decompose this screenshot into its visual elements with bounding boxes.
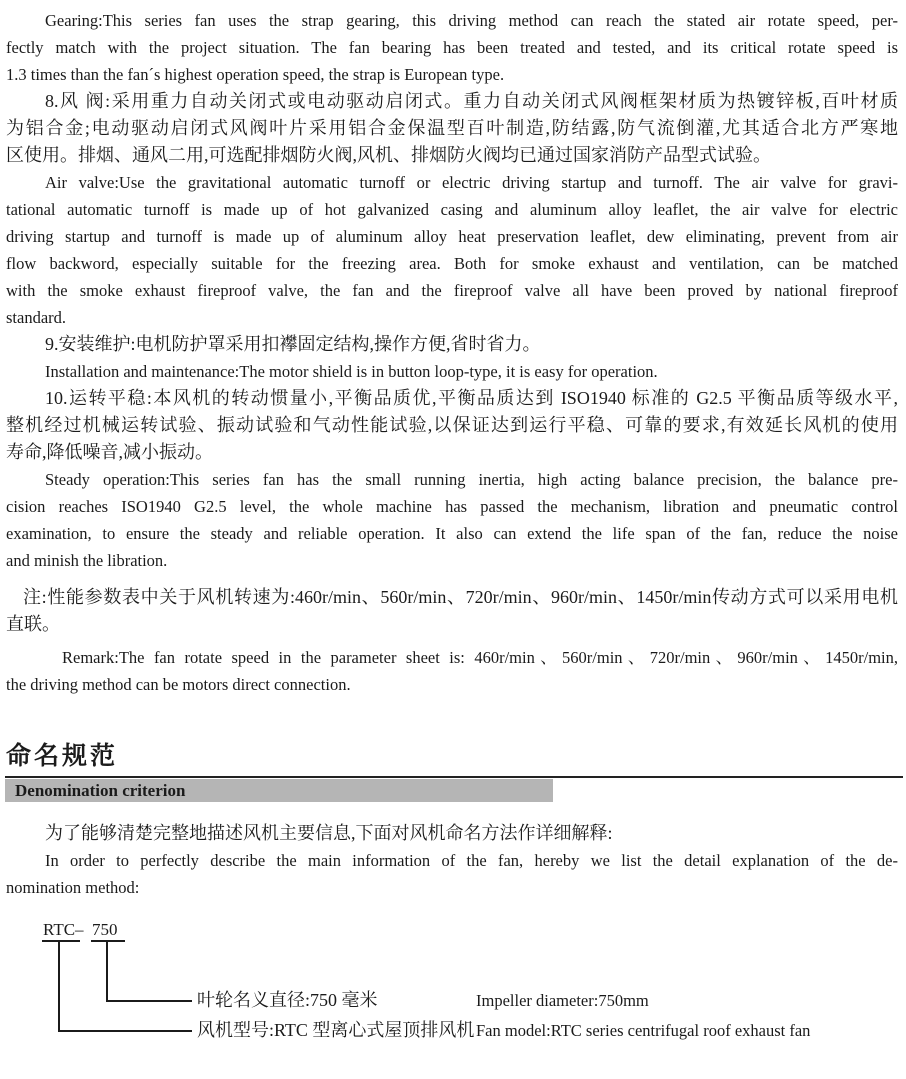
paragraph-line: Steady operation:This series fan has the small running inertia, high acting balance precision, the balance pre- [45,470,898,489]
connector-line-horizontal-model [58,1030,192,1032]
fan-model-label-en: Fan model:RTC series centrifugal roof exhaust fan [476,1021,811,1040]
paragraph-line: tational automatic turnoff is made up of hot galvanized casing and aluminum alloy leaflet, the air valve for electric [6,200,898,219]
impeller-diameter-label-cn: 叶轮名义直径:750 毫米 [197,990,378,1010]
note-line: 注:性能参数表中关于风机转速为:460r/min、560r/min、720r/min、960r/min、1450r/min传动方式可以采用电机 [23,587,898,607]
remark-line: Remark:The fan rotate speed in the parameter sheet is: 460r/min、560r/min、720r/min、960r/min、1450r/min, [62,648,898,667]
intro-line: nomination method: [6,878,140,897]
paragraph-line: and minish the libration. [6,551,168,570]
impeller-diameter-label-en: Impeller diameter:750mm [476,991,649,1010]
paragraph-line: Installation and maintenance:The motor shield is in button loop-type, it is easy for operation. [45,362,658,381]
paragraph-line: 整机经过机械运转试验、振动试验和气动性能试验,以保证达到运行平稳、可靠的要求,有效延长风机的使用 [6,415,898,435]
paragraph-line: driving startup and turnoff is made up of aluminum alloy heat preservation leaflet, dew eliminating, prevent from air [6,227,898,246]
paragraph-line: examination, to ensure the steady and reliable operation. It also can extend the life span of the fan, reduce the noise [6,524,898,543]
paragraph-line: fectly match with the project situation. The fan bearing has been treated and tested, and its critical rotate speed is [6,38,898,57]
horizontal-rule [5,776,903,778]
body-text [6,7,898,574]
denomination-intro [0,813,906,901]
paragraph-line: Air valve:Use the gravitational automatic turnoff or electric driving startup and turnoff. The air valve for gravi- [45,173,898,192]
model-underline [42,940,80,942]
model-code-prefix: RTC– [43,920,84,939]
paragraph-line: 8.风 阀:采用重力自动关闭式或电动驱动启闭式。重力自动关闭式风阀框架材质为热镀锌板,百叶材质 [45,91,898,111]
remark-line: the driving method can be motors direct connection. [6,675,351,694]
note-line: 直联。 [6,614,60,634]
denomination-diagram [0,918,906,1079]
section-title-bar: Denomination criterion [5,779,553,802]
paragraph-line: flow backword, especially suitable for the freezing area. Both for smoke exhaust and ventilation, can be matched [6,254,898,273]
connector-line-vertical-model [58,940,60,1032]
connector-line-vertical-size [106,940,108,1002]
paragraph-line: 1.3 times than the fan´s highest operation speed, the strap is European type. [6,65,505,84]
fan-model-label-cn: 风机型号:RTC 型离心式屋顶排风机 [197,1020,475,1040]
remark-block [6,644,898,698]
size-underline [91,940,125,942]
note-block [6,584,898,638]
section-title-chinese: 命名规范 [6,742,119,770]
connector-line-horizontal-size [106,1000,192,1002]
paragraph-line: 区使用。排烟、通风二用,可选配排烟防火阀,风机、排烟防火阀均已通过国家消防产品型式试验。 [6,145,771,165]
paragraph-line: 为铝合金;电动驱动启闭式风阀叶片采用铝合金保温型百叶制造,防结露,防气流倒灌,尤其适合北方严寒地 [6,118,898,138]
paragraph-line: Gearing:This series fan uses the strap gearing, this driving method can reach the stated air rotate speed, per- [45,11,898,30]
paragraph-line: 10.运转平稳:本风机的转动惯量小,平衡品质优,平衡品质达到 ISO1940 标准的 G2.5 平衡品质等级水平, [45,388,898,408]
paragraph-line: standard. [6,308,67,327]
intro-line: In order to perfectly describe the main information of the fan, hereby we list the detail explanation of the de- [45,851,898,870]
model-code-size: 750 [92,920,118,939]
intro-line: 为了能够清楚完整地描述风机主要信息,下面对风机命名方法作详细解释: [45,823,613,843]
paragraph-line: 9.安装维护:电机防护罩采用扣襻固定结构,操作方便,省时省力。 [45,334,541,354]
paragraph-line: cision reaches ISO1940 G2.5 level, the whole machine has passed the mechanism, libration and pneumatic control [6,497,898,516]
paragraph-line: 寿命,降低噪音,减小振动。 [6,442,213,462]
paragraph-line: with the smoke exhaust fireproof valve, the fan and the fireproof valve all have been proved by national fireproof [6,281,898,300]
